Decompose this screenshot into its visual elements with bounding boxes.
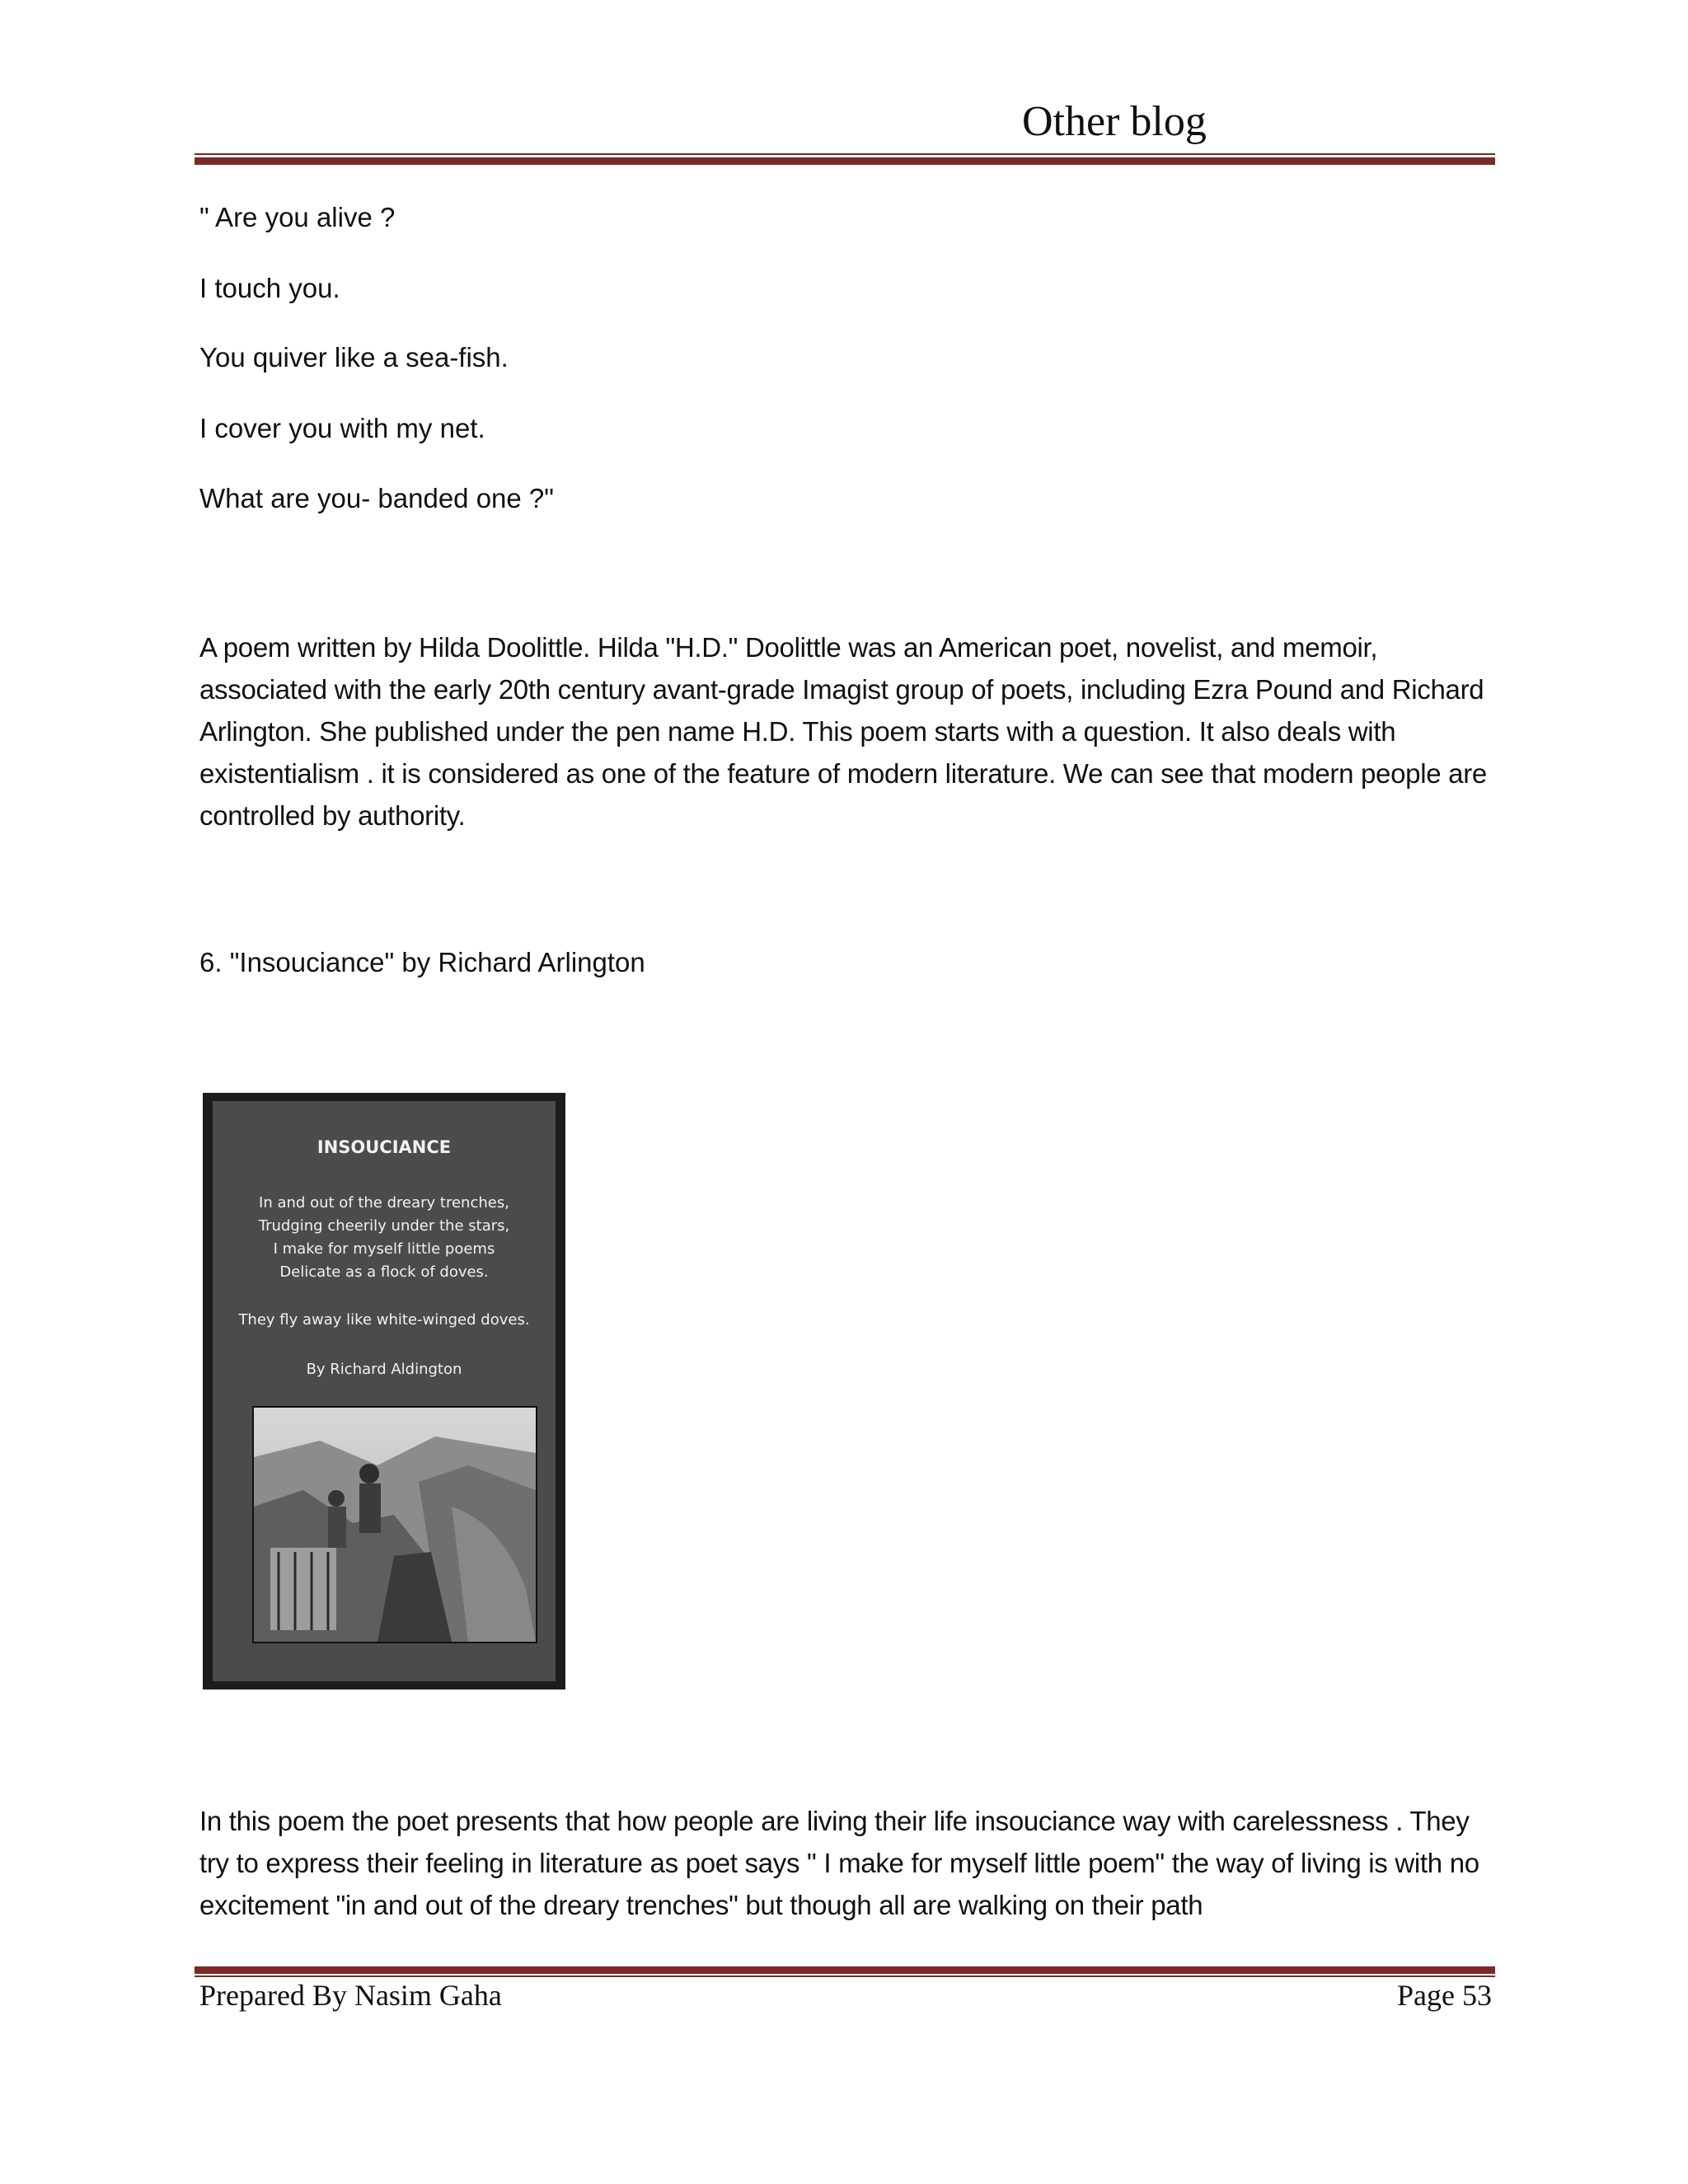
trench-photo-illustration — [254, 1408, 536, 1642]
poem-line: " Are you alive ? — [199, 202, 396, 232]
paragraph-text: In this poem the poet presents that how people are living their life insouciance way with carelessness . They try to express their feeling in literature as poet says " I make for myself little poem" the way of living is with no excitement "in and out of the dreary trenches" but though all are walking on their path — [199, 1806, 1479, 1920]
poem-card-line: In and out of the dreary trenches, — [259, 1194, 509, 1212]
poem-line: I cover you with my net. — [199, 413, 485, 443]
footer-page-number: Page 53 — [1397, 1979, 1492, 2012]
poem-image — [203, 1093, 565, 1690]
paragraph-insouciance — [199, 1800, 1493, 1926]
poem-card-line: Trudging cheerily under the stars, — [258, 1217, 510, 1235]
header-rule — [195, 153, 1495, 165]
footer-rule — [195, 1966, 1495, 1978]
poem-card-closing-line: They fly away like white-winged doves. — [238, 1311, 530, 1329]
poem-card-line: Delicate as a flock of doves. — [279, 1263, 489, 1281]
poem-line: I touch you. — [199, 273, 340, 303]
footer-author: Prepared By Nasim Gaha — [199, 1979, 502, 2012]
trench-photo — [252, 1406, 537, 1643]
paragraph-text: A poem written by Hilda Doolittle. Hilda "H.D." Doolittle was an American poet, novelist, and memoir, associated with the early 20th century avant-grade Imagist group of poets, including Ezra Pound and Richard Arlington. She published under the pen name H.D. This poem starts with a question. It also deals with existentialism . it is considered as one of the feature of modern literature. We can see that modern people are controlled by authority. — [199, 632, 1487, 831]
section-heading: 6. "Insouciance" by Richard Arlington — [199, 947, 645, 977]
paragraph-hd-doolittle — [199, 626, 1493, 837]
poem-card-byline: By Richard Aldington — [306, 1361, 462, 1378]
poem-line: You quiver like a sea-fish. — [199, 342, 509, 373]
poem-line: What are you- banded one ?" — [199, 483, 554, 513]
poem-card-line: I make for myself little poems — [273, 1240, 495, 1258]
page-header-title: Other blog — [1022, 98, 1207, 145]
poem-card-title: INSOUCIANCE — [316, 1137, 452, 1157]
poem-card — [213, 1101, 556, 1681]
